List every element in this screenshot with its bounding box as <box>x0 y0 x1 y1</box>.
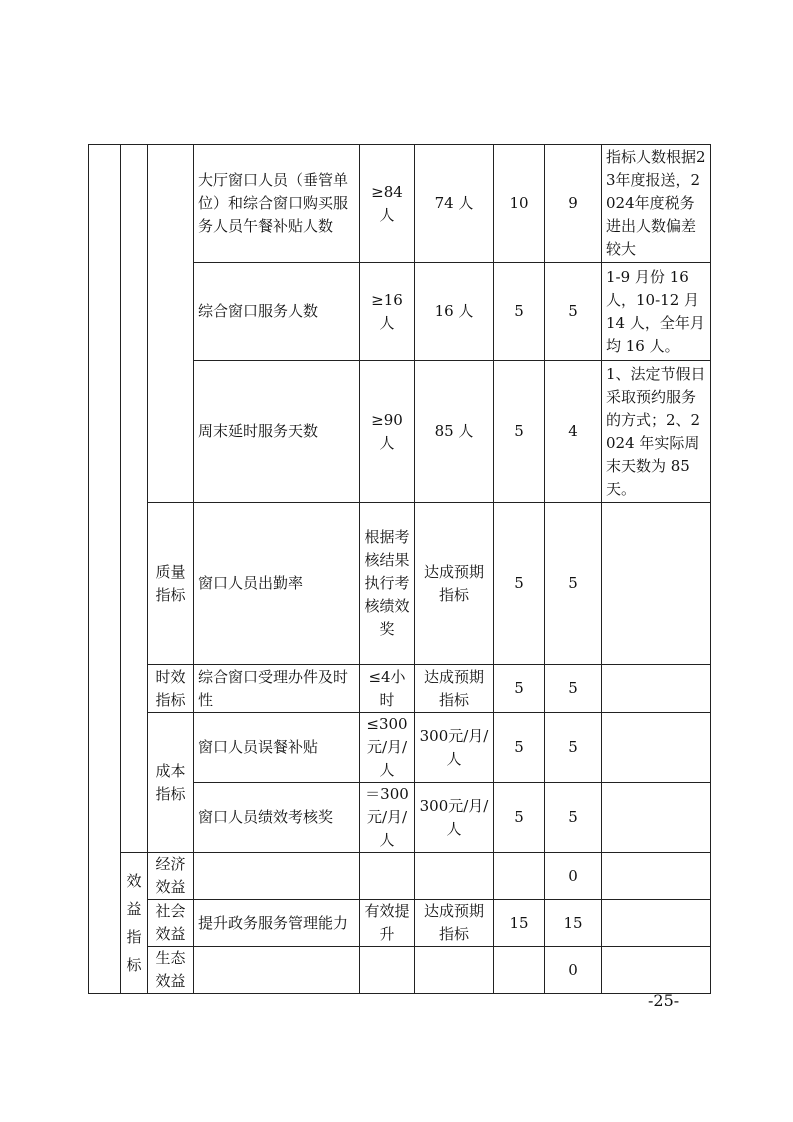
target-cell: ≤4小时 <box>360 665 415 713</box>
actual-cell: 达成预期指标 <box>415 503 494 665</box>
table-row <box>89 503 711 665</box>
category-cell: 社会效益 <box>148 900 194 947</box>
indicator-cell: 综合窗口受理办件及时性 <box>194 665 360 713</box>
category-cell: 成本指标 <box>148 713 194 853</box>
actual-cell <box>415 947 494 994</box>
score-cell: 9 <box>545 145 602 263</box>
note-cell <box>602 783 711 853</box>
actual-cell: 16 人 <box>415 263 494 361</box>
target-cell <box>360 947 415 994</box>
note-cell: 1、法定节假日采取预约服务的方式；2、2024 年实际周末天数为 85 天。 <box>602 361 711 503</box>
category-cell: 时效指标 <box>148 665 194 713</box>
table-row <box>89 713 711 783</box>
score-cell: 15 <box>545 900 602 947</box>
target-cell: 有效提升 <box>360 900 415 947</box>
score-cell: 5 <box>545 263 602 361</box>
actual-cell: 达成预期指标 <box>415 900 494 947</box>
target-cell: ≥90人 <box>360 361 415 503</box>
performance-table <box>88 144 711 994</box>
score-cell: 5 <box>545 783 602 853</box>
target-cell: ≥16人 <box>360 263 415 361</box>
indicator-cell <box>194 947 360 994</box>
table-row <box>89 900 711 947</box>
score-cell: 5 <box>545 665 602 713</box>
weight-cell: 5 <box>494 361 545 503</box>
actual-cell: 85 人 <box>415 361 494 503</box>
weight-cell: 5 <box>494 713 545 783</box>
page-number: -25- <box>648 991 680 1010</box>
indicator-cell: 提升政务服务管理能力 <box>194 900 360 947</box>
indicator-cell: 窗口人员出勤率 <box>194 503 360 665</box>
indicator-cell: 周末延时服务天数 <box>194 361 360 503</box>
indicator-cell: 窗口人员绩效考核奖 <box>194 783 360 853</box>
weight-cell: 10 <box>494 145 545 263</box>
indicator-cell: 综合窗口服务人数 <box>194 263 360 361</box>
score-cell: 5 <box>545 503 602 665</box>
weight-cell: 15 <box>494 900 545 947</box>
weight-cell: 5 <box>494 503 545 665</box>
note-cell <box>602 665 711 713</box>
score-cell: 0 <box>545 947 602 994</box>
target-cell: ≤300元/月/人 <box>360 713 415 783</box>
note-cell <box>602 503 711 665</box>
benefit-group-cell: 效益指标 <box>121 853 148 994</box>
actual-cell: 300元/月/人 <box>415 713 494 783</box>
target-cell <box>360 853 415 900</box>
note-cell <box>602 713 711 783</box>
note-cell: 1-9 月份 16 人，10-12 月 14 人，全年月均 16 人。 <box>602 263 711 361</box>
output-group-cell <box>121 145 148 853</box>
category-cell: 质量指标 <box>148 503 194 665</box>
target-cell: 根据考核结果执行考核绩效奖 <box>360 503 415 665</box>
table-row <box>89 853 711 900</box>
score-cell: 4 <box>545 361 602 503</box>
category-cell: 生态效益 <box>148 947 194 994</box>
table-row <box>89 145 711 263</box>
quantity-category-cell <box>148 145 194 503</box>
target-cell: ＝300元/月/人 <box>360 783 415 853</box>
actual-cell: 300元/月/人 <box>415 783 494 853</box>
weight-cell <box>494 947 545 994</box>
indicator-cell: 大厅窗口人员（垂管单位）和综合窗口购买服务人员午餐补贴人数 <box>194 145 360 263</box>
note-cell <box>602 853 711 900</box>
note-cell <box>602 900 711 947</box>
table-row <box>89 947 711 994</box>
score-cell: 5 <box>545 713 602 783</box>
table-row <box>89 665 711 713</box>
note-cell: 指标人数根据23年度报送，2024年度税务进出人数偏差较大 <box>602 145 711 263</box>
weight-cell: 5 <box>494 783 545 853</box>
weight-cell: 5 <box>494 263 545 361</box>
weight-cell <box>494 853 545 900</box>
score-cell: 0 <box>545 853 602 900</box>
target-cell: ≥84人 <box>360 145 415 263</box>
actual-cell: 达成预期指标 <box>415 665 494 713</box>
indicator-cell <box>194 853 360 900</box>
note-cell <box>602 947 711 994</box>
actual-cell: 74 人 <box>415 145 494 263</box>
actual-cell <box>415 853 494 900</box>
weight-cell: 5 <box>494 665 545 713</box>
category-cell: 经济效益 <box>148 853 194 900</box>
outer-category-cell <box>89 145 121 994</box>
indicator-cell: 窗口人员误餐补贴 <box>194 713 360 783</box>
